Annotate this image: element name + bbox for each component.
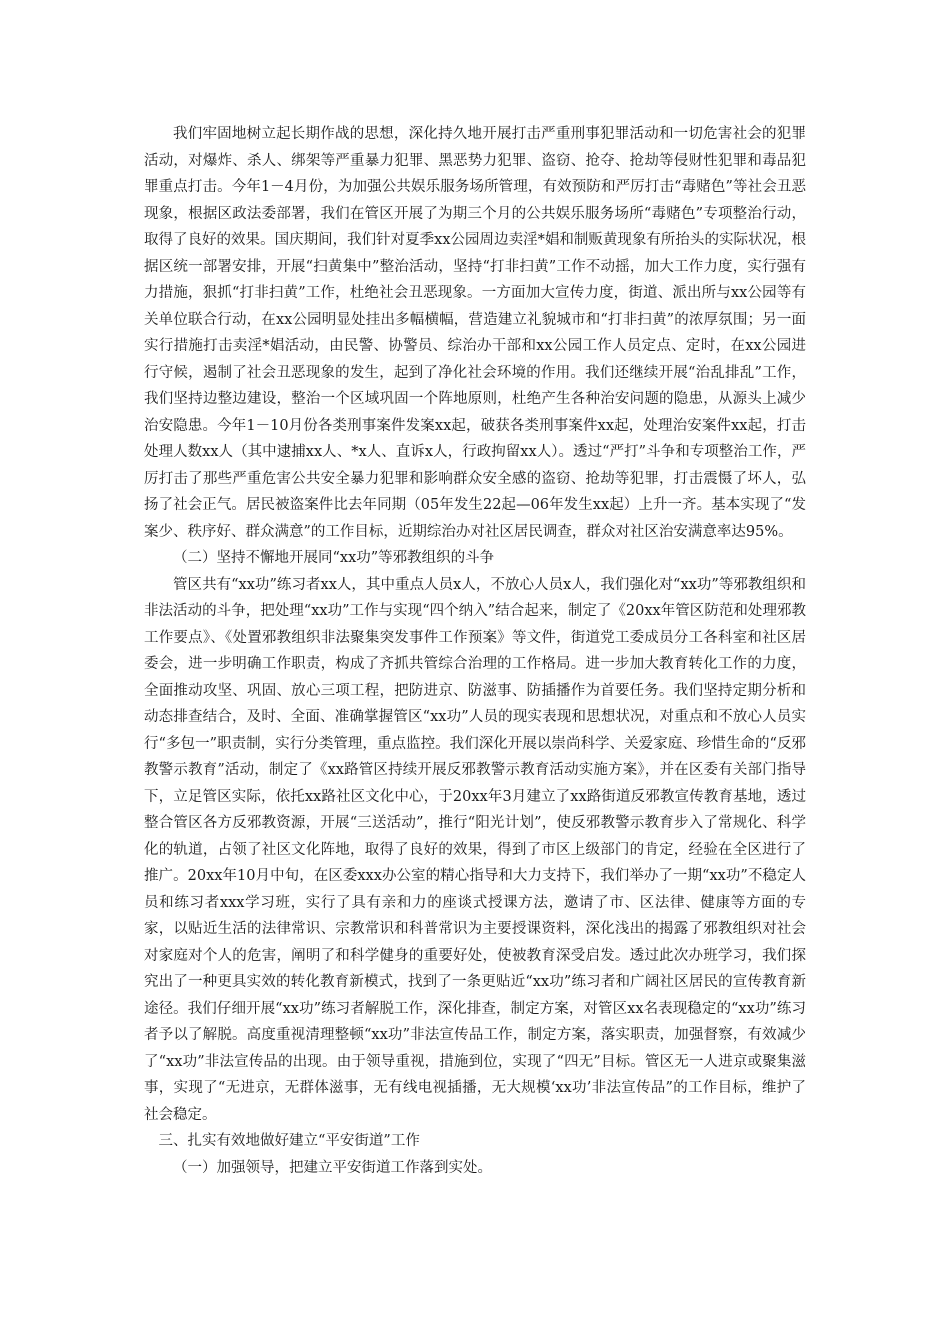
paragraph-crime-crackdown: 我们牢固地树立起长期作战的思想，深化持久地开展打击严重刑事犯罪活动和一切危害社会的犯罪活动，对爆炸、杀人、绑架等严重暴力犯罪、黑恶势力犯罪、盗窃、抢夺、抢劫等侵财性犯罪和毒品犯罪重点打击。今年1－4月份，为加强公共娱乐服务场所管理，有效预防和严厉打击“毒赌色”等社会丑恶现象，根据区政法委部署，我们在管区开展了为期三个月的公共娱乐服务场所“毒赌色”专项整治行动，取得了良好的效果。国庆期间，我们针对夏季xx公园周边卖淫*娼和制贩黄现象有所抬头的实际状况，根据区统一部署安排，开展“扫黄集中”整治活动，坚持“打非扫黄”工作不动摇，加大工作力度，实行强有力措施，狠抓“打非扫黄”工作，杜绝社会丑恶现象。一方面加大宣传力度，街道、派出所与xx公园等有关单位联合行动，在xx公园明显处挂出多幅横幅，营造建立礼貌城市和“打非扫黄”的浓厚氛围；另一面实行措施打击卖淫*娼活动，由民警、协警员、综治办干部和xx公园工作人员定点、定时，在xx公园进行守候，遏制了社会丑恶现象的发生，起到了净化社会环境的作用。我们还继续开展“治乱排乱”工作，我们坚持边整边建设，整治一个区域巩固一个阵地原则，杜绝产生各种治安问题的隐患，从源头上减少治安隐患。今年1－10月份各类刑事案件发案xx起，破获各类刑事案件xx起，处理治安案件xx起，打击处理人数xx人（其中逮捕xx人、*x人、直诉x人，行政拘留xx人）。透过“严打”斗争和专项整治工作，严厉打击了那些严重危害公共安全暴力犯罪和影响群众安全感的盗窃、抢劫等犯罪，打击震慑了坏人，弘扬了社会正气。居民被盗案件比去年同期（05年发生22起—06年发生xx起）上升一齐。基本实现了“发案少、秩序好、群众满意”的工作目标，近期综治办对社区居民调查，群众对社区治安满意率达95%。 <box>144 126 806 540</box>
subheading-leadership: （一）加强领导，把建立平安街道工作落到实处。 <box>173 1159 492 1176</box>
paragraph-cult-work: 管区共有“xx功”练习者xx人，其中重点人员x人，不放心人员x人，我们强化对“xx功”等邪教组织和非法活动的斗争，把处理“xx功”工作与实现“四个纳入”结合起来，制定了《20xx年管区防范和处理邪教工作要点》、《处置邪教组织非法聚集突发事件工作预案》等文件，街道党工委成员分工各科室和社区居委会，进一步明确工作职责，构成了齐抓共管综合治理的工作格局。进一步加大教育转化工作的力度，全面推动攻坚、巩固、放心三项工程，把防进京、防滋事、防插播作为首要任务。我们坚持定期分析和动态排查结合，及时、全面、准确掌握管区“xx功”人员的现实表现和思想状况，对重点和不放心人员实行“多包一”职责制，实行分类管理，重点监控。我们深化开展以崇尚科学、关爱家庭、珍惜生命的“反邪教警示教育”活动，制定了《xx路管区持续开展反邪教警示教育活动实施方案》，并在区委有关部门指导下，立足管区实际，依托xx路社区文化中心，于20xx年3月建立了xx路街道反邪教宣传教育基地，透过整合管区各方反邪教资源，开展“三送活动”，推行“阳光计划”，使反邪教警示教育步入了常规化、科学化的轨道，占领了社区文化阵地，取得了良好的效果，得到了市区上级部门的肯定，经验在全区进行了推广。20xx年10月中旬，在区委xxx办公室的精心指导和大力支持下，我们举办了一期“xx功”不稳定人员和练习者xxx学习班，实行了具有亲和力的座谈式授课方法，邀请了市、区法律、健康等方面的专家，以贴近生活的法律常识、宗教常识和科普常识为主要授课资料，深化浅出的揭露了邪教组织对社会对家庭对个人的危害，阐明了和科学健身的重要好处，使被教育深受启发。透过此次办班学习，我们探究出了一种更具实效的转化教育新模式，找到了一条更贴近“xx功”练习者和广阔社区居民的宣传教育新途径。我们仔细开展“xx功”练习者解脱工作，深化排查，制定方案，对管区xx名表现稳定的“xx功”练习者予以了解脱。高度重视清理整顿“xx功”非法宣传品工作，制定方案，落实职责，加强督察，有效减少了“xx功”非法宣传品的出现。由于领导重视，措施到位，实现了“四无”目标。管区无一人进京或聚集滋事，实现了“无进京，无群体滋事，无有线电视插播，无大规模‘xx功’非法宣传品”的工作目标，维护了社会稳定。 <box>144 576 806 1123</box>
subheading-cult-struggle: （二）坚持不懈地开展同“xx功”等邪教组织的斗争 <box>173 550 495 566</box>
document-body <box>144 121 806 1181</box>
section-heading-safe-street: 三、扎实有效地做好建立“平安街道”工作 <box>158 1133 420 1149</box>
